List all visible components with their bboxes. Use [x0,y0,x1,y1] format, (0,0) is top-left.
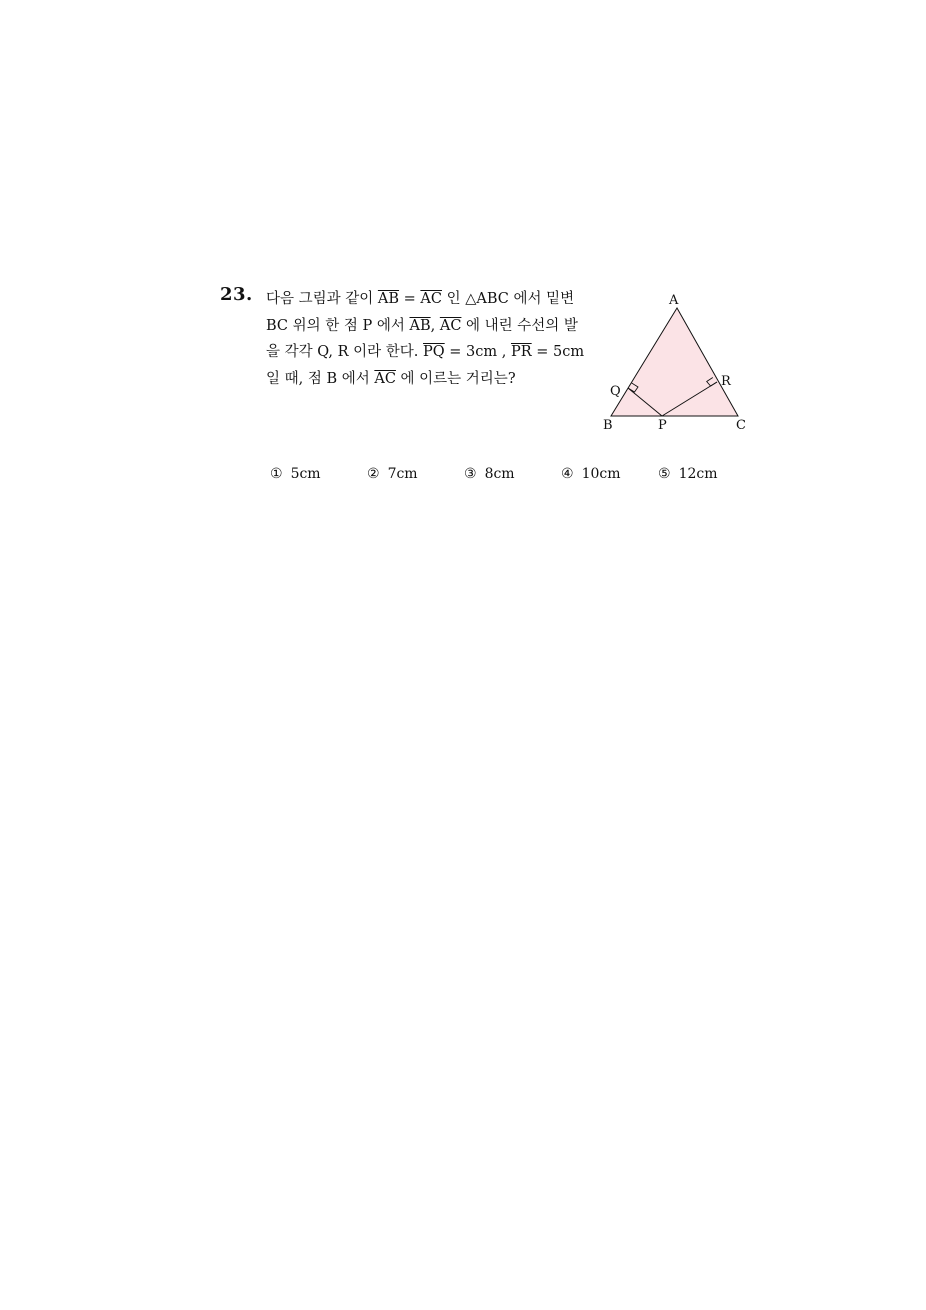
choice-marker: ② [367,466,380,482]
label-a: A [669,293,679,308]
choice-text: 7cm [387,466,418,482]
question-number: 23. [220,284,253,305]
label-q: Q [610,384,621,399]
stem-text: 일 때, 점 B 에서 [266,370,375,387]
stem-text: 을 각각 Q, R 이라 한다. [266,344,424,360]
choice-text: 12cm [678,466,718,482]
choice-text: 10cm [581,466,621,482]
stem-text: 다음 그림과 같이 [266,291,378,307]
answer-choices [270,466,770,488]
segment-name: $\overline{AC}$ [439,317,462,334]
label-b: B [603,418,613,433]
segment-name: $\overline{AC}$ [374,370,396,387]
stem-text: = 3cm , [444,344,511,360]
segment-name: $\overline{AB}$ [409,317,431,334]
stem-line [266,286,596,313]
stem-line [266,313,596,340]
stem-text: , [430,317,440,334]
choice-marker: ④ [561,466,574,482]
label-p: P [658,418,667,433]
question-stem [266,286,596,392]
segment-name: $\overline{PR}$ [510,344,532,360]
segment-name: $\overline{PQ}$ [423,344,445,360]
choice-3[interactable] [464,466,515,482]
choice-2[interactable] [367,466,418,482]
choice-5[interactable] [658,466,718,482]
stem-line [266,366,596,393]
choice-1[interactable] [270,466,321,482]
stem-text: = [399,291,421,307]
stem-text: = 5cm [531,344,585,360]
choice-text: 5cm [290,466,321,482]
segment-name: $\overline{AB}$ [377,291,400,307]
triangle-abc [611,308,738,416]
label-c: C [736,418,746,433]
choice-4[interactable] [561,466,621,482]
triangle-figure [598,288,758,438]
choice-marker: ③ [464,466,477,482]
stem-line [266,339,596,366]
stem-text: 에 이르는 거리는? [395,370,516,387]
choice-marker: ① [270,466,283,482]
stem-text: 인 △ABC 에서 밑변 [441,291,575,307]
stem-text: 에 내린 수선의 발 [461,317,578,334]
choice-text: 8cm [484,466,515,482]
segment-name: $\overline{AC}$ [420,291,442,307]
label-r: R [721,374,731,389]
choice-marker: ⑤ [658,466,671,482]
stem-text: BC 위의 한 점 P 에서 [266,317,410,334]
